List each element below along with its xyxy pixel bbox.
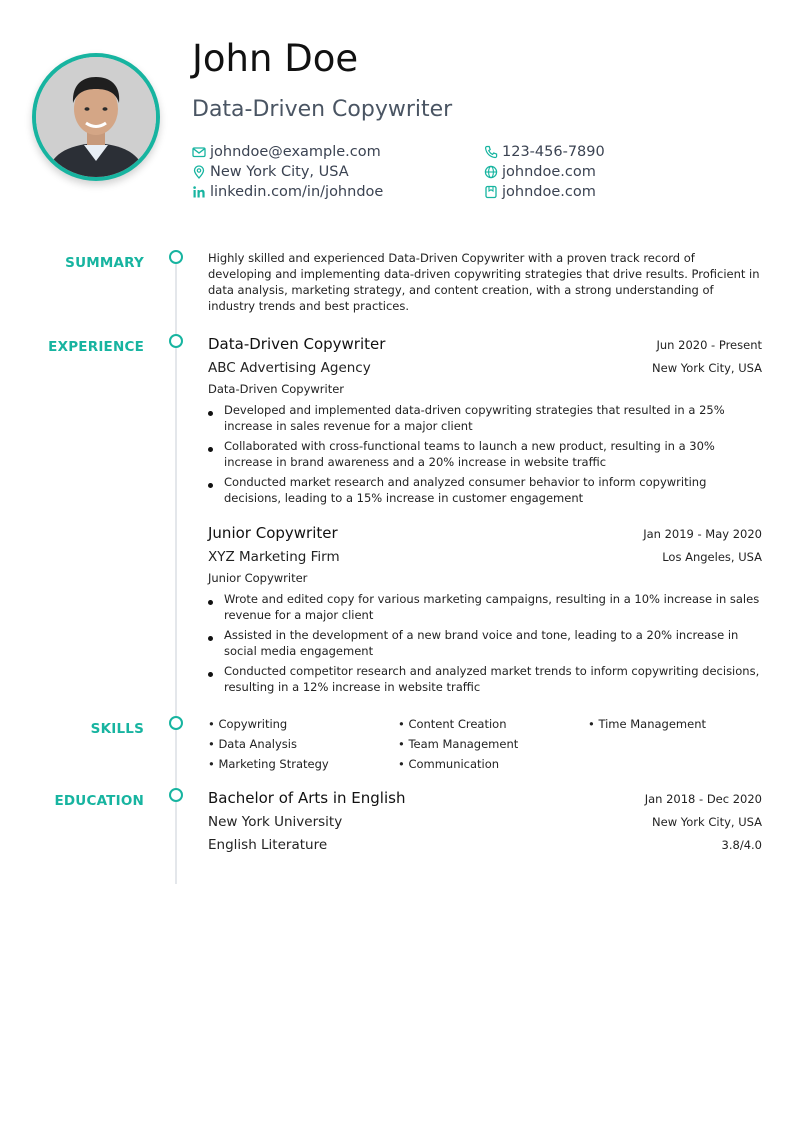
contact-email[interactable] xyxy=(192,142,381,162)
mail-icon xyxy=(192,145,206,159)
profile-photo xyxy=(36,57,156,177)
bullet-icon xyxy=(208,483,213,488)
email-text: johndoe@example.com xyxy=(210,144,381,160)
contact-portfolio[interactable] xyxy=(484,182,596,202)
bullet-icon xyxy=(208,447,213,452)
job-location: New York City, USA xyxy=(652,361,762,375)
timeline-dot-summary xyxy=(169,250,183,264)
experience-item xyxy=(208,335,762,506)
timeline-dot-experience xyxy=(169,334,183,348)
job-dates: Jan 2019 - May 2020 xyxy=(643,527,762,541)
contact-website[interactable] xyxy=(484,162,596,182)
job-title: Junior Copywriter xyxy=(208,524,338,542)
section-label-skills: SKILLS xyxy=(90,721,144,737)
list-item: Conducted market research and analyzed consumer behavior to inform copywriting decisions, leading to a 15% increase in customer engagement xyxy=(208,474,762,506)
skill-item: • Team Management xyxy=(398,737,519,751)
job-bullets xyxy=(208,402,762,506)
section-label-experience: EXPERIENCE xyxy=(48,339,144,355)
bullet-icon xyxy=(208,636,213,641)
experience-item xyxy=(208,524,762,695)
education-dates: Jan 2018 - Dec 2020 xyxy=(644,792,762,806)
candidate-name: John Doe xyxy=(192,37,359,80)
timeline-dot-education xyxy=(169,788,183,802)
contact-linkedin[interactable] xyxy=(192,182,383,202)
resume-header xyxy=(0,0,794,230)
phone-text: 123-456-7890 xyxy=(502,144,605,160)
contact-phone[interactable] xyxy=(484,142,605,162)
linkedin-icon xyxy=(192,185,206,199)
candidate-title: Data-Driven Copywriter xyxy=(192,97,453,122)
summary-section xyxy=(208,250,762,314)
skill-item: • Time Management xyxy=(588,717,706,731)
list-item: Wrote and edited copy for various marketing campaigns, resulting in a 10% increase in sales revenue for a major client xyxy=(208,591,762,623)
contact-location xyxy=(192,162,349,182)
bullet-icon xyxy=(208,600,213,605)
field-of-study: English Literature xyxy=(208,837,328,853)
bullet-icon xyxy=(208,411,213,416)
section-label-education: EDUCATION xyxy=(54,793,144,809)
job-role: Data-Driven Copywriter xyxy=(208,382,345,396)
skill-item: • Data Analysis xyxy=(208,737,297,751)
phone-icon xyxy=(484,145,498,159)
portfolio-icon xyxy=(484,185,498,199)
company-name: XYZ Marketing Firm xyxy=(208,549,340,565)
job-role: Junior Copywriter xyxy=(208,571,308,585)
job-title: Data-Driven Copywriter xyxy=(208,335,386,353)
education-item xyxy=(208,789,762,857)
summary-text: Highly skilled and experienced Data-Driven Copywriter with a proven track record of developing and implementing data-driven copywriting strategies that drive results. Proficient in data analysis, marketing strategy, and content creation, with a strong understanding of industry trends and best practices. xyxy=(208,251,760,313)
skill-spacer xyxy=(588,736,762,752)
bullet-icon xyxy=(208,672,213,677)
gpa: 3.8/4.0 xyxy=(721,838,762,852)
map-pin-icon xyxy=(192,165,206,179)
linkedin-text: linkedin.com/in/johndoe xyxy=(210,184,384,200)
school-name: New York University xyxy=(208,814,343,830)
skill-item: • Marketing Strategy xyxy=(208,757,329,771)
location-text: New York City, USA xyxy=(210,164,349,180)
skill-item: • Copywriting xyxy=(208,717,288,731)
job-bullets xyxy=(208,591,762,695)
avatar xyxy=(32,53,160,181)
job-dates: Jun 2020 - Present xyxy=(656,338,762,352)
degree: Bachelor of Arts in English xyxy=(208,789,406,807)
school-location: New York City, USA xyxy=(652,815,762,829)
website-text: johndoe.com xyxy=(502,164,596,180)
section-label-summary: SUMMARY xyxy=(65,255,144,271)
list-item: Developed and implemented data-driven copywriting strategies that resulted in a 25% increase in sales revenue for a major client xyxy=(208,402,762,434)
list-item: Collaborated with cross-functional teams to launch a new product, resulting in a 30% increase in brand awareness and a 20% increase in website traffic xyxy=(208,438,762,470)
timeline-dot-skills xyxy=(169,716,183,730)
portfolio-text: johndoe.com xyxy=(502,184,596,200)
globe-icon xyxy=(484,165,498,179)
skills-grid xyxy=(208,716,762,772)
skill-item: • Communication xyxy=(398,757,500,771)
list-item: Conducted competitor research and analyzed market trends to inform copywriting decisions, resulting in a 12% increase in website traffic xyxy=(208,663,762,695)
list-item: Assisted in the development of a new brand voice and tone, leading to a 20% increase in social media engagement xyxy=(208,627,762,659)
job-location: Los Angeles, USA xyxy=(662,550,762,564)
skill-item: • Content Creation xyxy=(398,717,507,731)
company-name: ABC Advertising Agency xyxy=(208,360,371,376)
skills-section xyxy=(208,716,762,772)
